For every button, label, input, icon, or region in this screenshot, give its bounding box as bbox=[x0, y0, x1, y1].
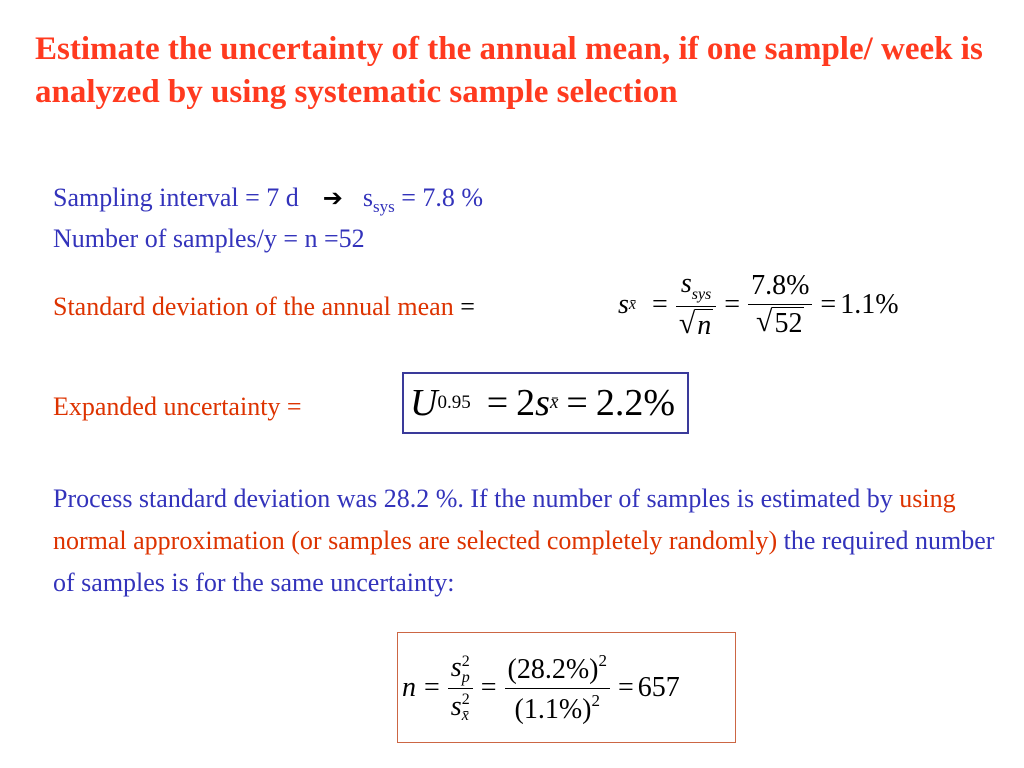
s-sys-value: = 7.8 % bbox=[394, 183, 484, 212]
slide-title: Estimate the uncertainty of the annual mean, if one sample/ week is analyzed by using systematic sample selection bbox=[35, 31, 983, 110]
s-xbar-subscript: x̄ bbox=[628, 296, 637, 313]
arrow-right-icon: ➔ bbox=[322, 184, 343, 212]
paragraph-part2: using normal approximation (or samples are selected completely randomly) bbox=[53, 484, 956, 555]
expanded-uncertainty-result: 2.2% bbox=[595, 382, 675, 424]
frac2-numerator: 7.8% bbox=[751, 270, 810, 301]
sp-subscript: p bbox=[461, 668, 470, 686]
std-dev-result: 1.1% bbox=[840, 289, 899, 320]
fraction-values bbox=[505, 651, 610, 726]
frac-num-value: (28.2%) bbox=[507, 653, 599, 685]
std-dev-formula: s x̄ = $s_{sys}$ √ n = 7.8% √ 52 = 1.1% bbox=[618, 268, 899, 341]
s-sys-subscript: sys bbox=[372, 197, 395, 216]
std-dev-label: Standard deviation of the annual mean = bbox=[53, 292, 475, 321]
sx-superscript: 2 bbox=[461, 691, 470, 709]
process-std-paragraph bbox=[53, 478, 1013, 604]
s-xbar-symbol: s bbox=[618, 289, 629, 320]
sampling-interval-line bbox=[53, 183, 483, 222]
fraction-value-over-sqrt-52: 7.8% √ 52 bbox=[748, 270, 812, 340]
s-symbol: s bbox=[535, 382, 550, 424]
frac-numerator-sub: sys bbox=[691, 286, 712, 303]
frac2-denominator: 52 bbox=[774, 308, 803, 339]
number-of-samples-line: Number of samples/y = n =52 bbox=[53, 224, 365, 253]
sp-symbol: s bbox=[450, 651, 462, 683]
coefficient: 2 bbox=[516, 382, 536, 424]
n-symbol: n bbox=[402, 672, 416, 703]
expanded-uncertainty-formula: U 0.95 = 2 s x̄ = 2.2% bbox=[410, 382, 675, 424]
sp-superscript: 2 bbox=[461, 652, 470, 670]
sample-size-formula: n = s 2 p s 2 x̄ = $\frac{(28.2\%)^2}{(1.1\%)^2}$ = 657 bbox=[402, 650, 680, 725]
sx-symbol: s bbox=[450, 690, 462, 722]
s-subscript: x̄ bbox=[549, 392, 559, 413]
sample-size-result: 657 bbox=[637, 672, 680, 703]
std-dev-label-text: Standard deviation of the annual mean bbox=[53, 292, 454, 321]
sampling-interval-text: Sampling interval = 7 d bbox=[53, 183, 299, 212]
fraction-ssys-over-sqrt-n: $s_{sys}$ √ n bbox=[676, 268, 716, 342]
u-symbol: U bbox=[410, 382, 438, 424]
paragraph-part1: Process standard deviation was 28.2 %. If the number of samples is estimated by bbox=[53, 484, 900, 513]
sx-subscript: x̄ bbox=[461, 707, 469, 725]
s-sys-symbol: s bbox=[362, 183, 373, 212]
paragraph-part3: the required number of samples is for the same uncertainty: bbox=[53, 526, 995, 597]
frac-denominator-n: n bbox=[697, 310, 712, 341]
frac-num-sup: 2 bbox=[598, 650, 607, 670]
u-subscript: 0.95 bbox=[437, 392, 471, 413]
frac-den-value: (1.1%) bbox=[514, 693, 592, 725]
fraction-sp2-over-sx2 bbox=[448, 652, 473, 724]
expanded-uncertainty-label: Expanded uncertainty = bbox=[53, 392, 302, 421]
frac-numerator-s: s bbox=[680, 268, 692, 299]
frac-den-sup: 2 bbox=[591, 690, 600, 710]
